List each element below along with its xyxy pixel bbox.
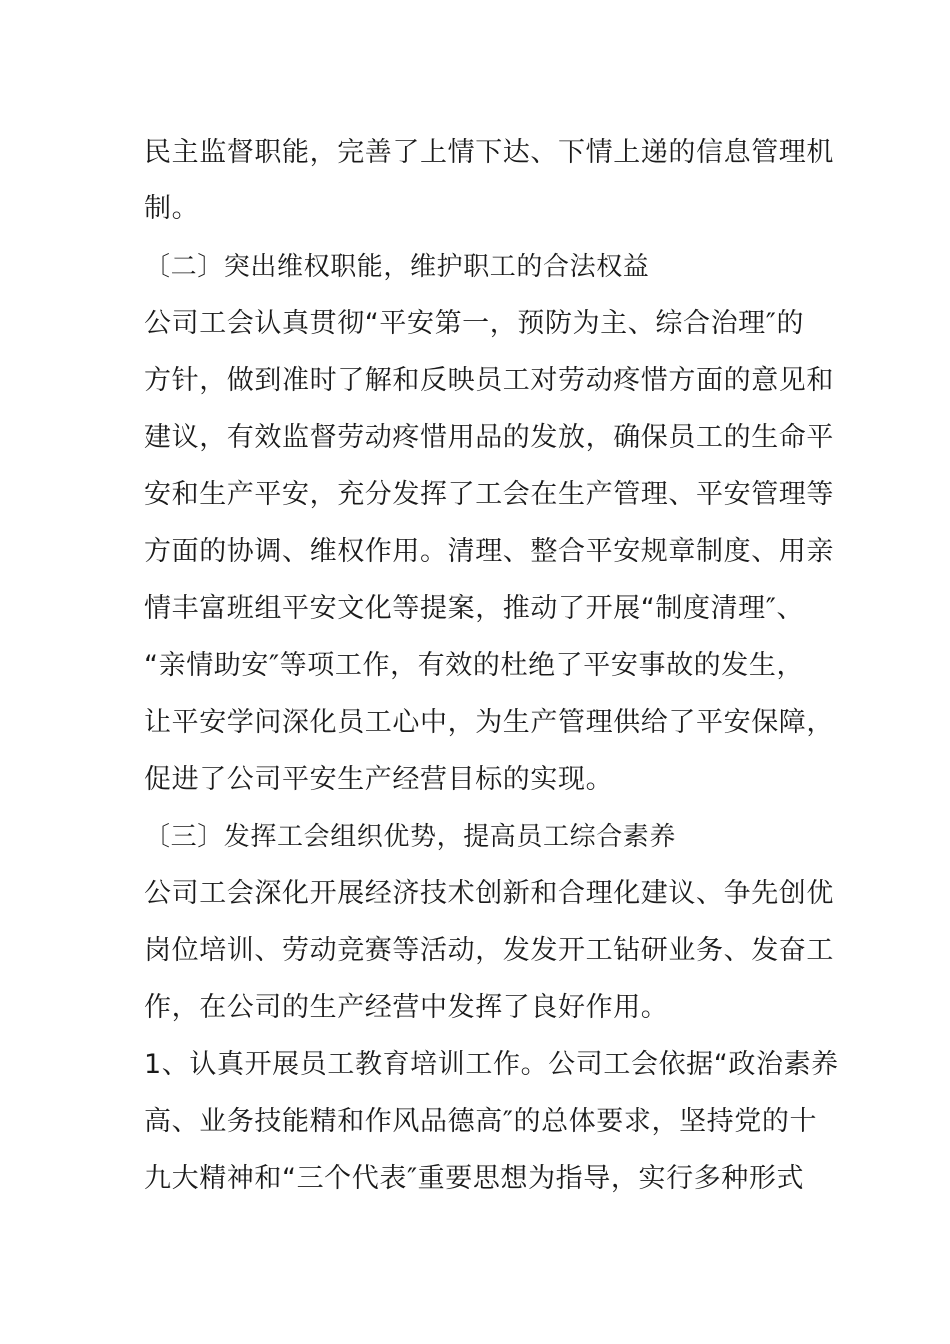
paragraph-line-10: 让平安学问深化员工心中，为生产管理供给了平安保障，	[144, 707, 834, 738]
paragraph-line-15: 1、认真开展员工教育培训工作。公司工会依据“政治素养	[144, 1049, 839, 1080]
paragraph-line-11: 促进了公司平安生产经营目标的实现。	[144, 764, 614, 795]
section-heading-2: 〔二〕突出维权职能，维护职工的合法权益	[144, 252, 650, 282]
paragraph-line-12: 公司工会深化开展经济技术创新和合理化建议、争先创优	[144, 878, 834, 909]
paragraph-line-17: 九大精神和“三个代表″重要思想为指导，实行多种形式	[144, 1163, 805, 1194]
paragraph-line-16: 高、业务技能精和作风品德高″的总体要求，坚持党的十	[144, 1106, 818, 1137]
paragraph-line-8: 情丰富班组平安文化等提案，推动了开展“制度清理″、	[144, 593, 805, 624]
paragraph-line-13: 岗位培训、劳动竞赛等活动，发发开工钻研业务、发奋工	[144, 935, 834, 966]
paragraph-line-14: 作，在公司的生产经营中发挥了良好作用。	[144, 992, 669, 1023]
section-heading-3: 〔三〕发挥工会组织优势，提高员工综合素养	[144, 822, 677, 852]
paragraph-line-3: 公司工会认真贯彻“平安第一，预防为主、综合治理″的	[144, 308, 805, 339]
paragraph-line-2: 制。	[144, 193, 200, 224]
paragraph-line-6: 安和生产平安，充分发挥了工会在生产管理、平安管理等	[144, 479, 834, 510]
paragraph-line-7: 方面的协调、维权作用。清理、整合平安规章制度、用亲	[144, 536, 834, 567]
paragraph-line-1: 民主监督职能，完善了上情下达、下情上递的信息管理机	[144, 137, 834, 168]
paragraph-line-9: “亲情助安″等项工作，有效的杜绝了平安事故的发生，	[144, 650, 805, 681]
paragraph-line-4: 方针，做到准时了解和反映员工对劳动疼惜方面的意见和	[144, 365, 834, 396]
paragraph-line-5: 建议，有效监督劳动疼惜用品的发放，确保员工的生命平	[144, 422, 834, 453]
